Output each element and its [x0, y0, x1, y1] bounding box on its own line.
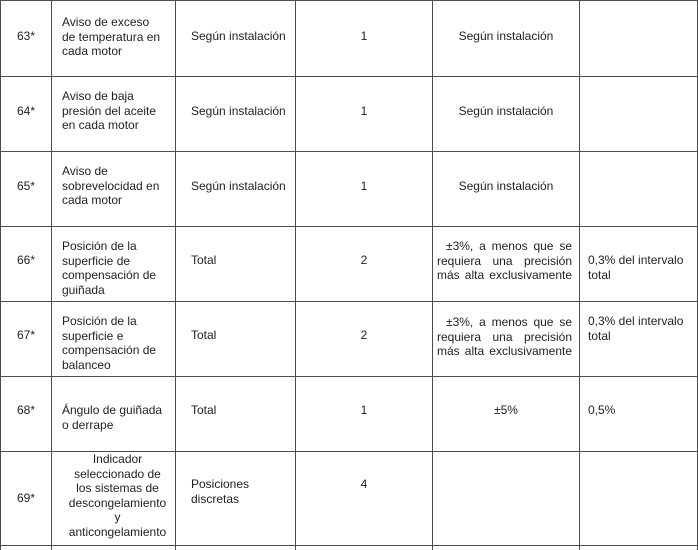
sampling-interval-cell: 1 — [296, 77, 433, 152]
accuracy-limits-cell: ±3%, a menos que se requiera una precisión más alta exclusivamente — [433, 227, 580, 302]
item-number: 63* — [1, 1, 52, 77]
item-number: 64* — [1, 77, 52, 152]
accuracy-limits-cell — [433, 546, 580, 550]
item-number: 65* — [1, 152, 52, 227]
item-number: 67* — [1, 302, 52, 377]
parameter-cell: Ángulo de guiñada o derrape — [52, 377, 176, 452]
parameter-cell: Indicador seleccionado de los sistemas de descongelamiento y anticongelamiento — [52, 452, 176, 546]
sampling-interval-cell: 1 — [296, 152, 433, 227]
accuracy-limits-cell — [433, 452, 580, 546]
item-number: 68* — [1, 377, 52, 452]
sampling-interval-cell: 1 — [296, 1, 433, 77]
recording-resolution-cell — [580, 152, 698, 227]
sampling-interval-cell: 2 — [296, 302, 433, 377]
recording-resolution-cell — [580, 546, 698, 550]
parameter-cell: Posición de la superficie e compensación de balanceo — [52, 302, 176, 377]
parameter-cell: Aviso de sobrevelocidad en cada motor — [52, 152, 176, 227]
accuracy-limits-cell: Según instalación — [433, 77, 580, 152]
parameter-cell: Aviso de baja presión del aceite en cada motor — [52, 77, 176, 152]
accuracy-limits-cell: ±5% — [433, 377, 580, 452]
accuracy-limits-cell: ±3%, a menos que se requiera una precisión más alta exclusivamente — [433, 302, 580, 377]
item-number — [1, 546, 52, 550]
recording-resolution-cell — [580, 1, 698, 77]
sampling-interval-cell: 2 — [296, 227, 433, 302]
recording-resolution-cell — [580, 452, 698, 546]
parameter-cell — [52, 546, 176, 550]
recording-resolution-cell: 0,3% del intervalo total — [580, 302, 698, 377]
accuracy-limits-cell: Según instalación — [433, 1, 580, 77]
parameter-cell: Posición de la superficie de compensación de guiñada — [52, 227, 176, 302]
measurement-range-cell: Total — [176, 377, 296, 452]
accuracy-limits-cell: Según instalación — [433, 152, 580, 227]
item-number: 66* — [1, 227, 52, 302]
measurement-range-cell: Según instalación — [176, 152, 296, 227]
parameter-cell: Aviso de exceso de temperatura en cada motor — [52, 1, 176, 77]
recording-resolution-cell — [580, 77, 698, 152]
sampling-interval-cell: 4 — [296, 452, 433, 546]
measurement-range-cell: Según instalación — [176, 1, 296, 77]
recording-resolution-cell: 0,3% del intervalo total — [580, 227, 698, 302]
measurement-range-cell: Total — [176, 227, 296, 302]
item-number: 69* — [1, 452, 52, 546]
measurement-range-cell: Según instalación — [176, 77, 296, 152]
measurement-range-cell — [176, 546, 296, 550]
recording-resolution-cell: 0,5% — [580, 377, 698, 452]
sampling-interval-cell — [296, 546, 433, 550]
measurement-range-cell: Posiciones discretas — [176, 452, 296, 546]
sampling-interval-cell: 1 — [296, 377, 433, 452]
measurement-range-cell: Total — [176, 302, 296, 377]
